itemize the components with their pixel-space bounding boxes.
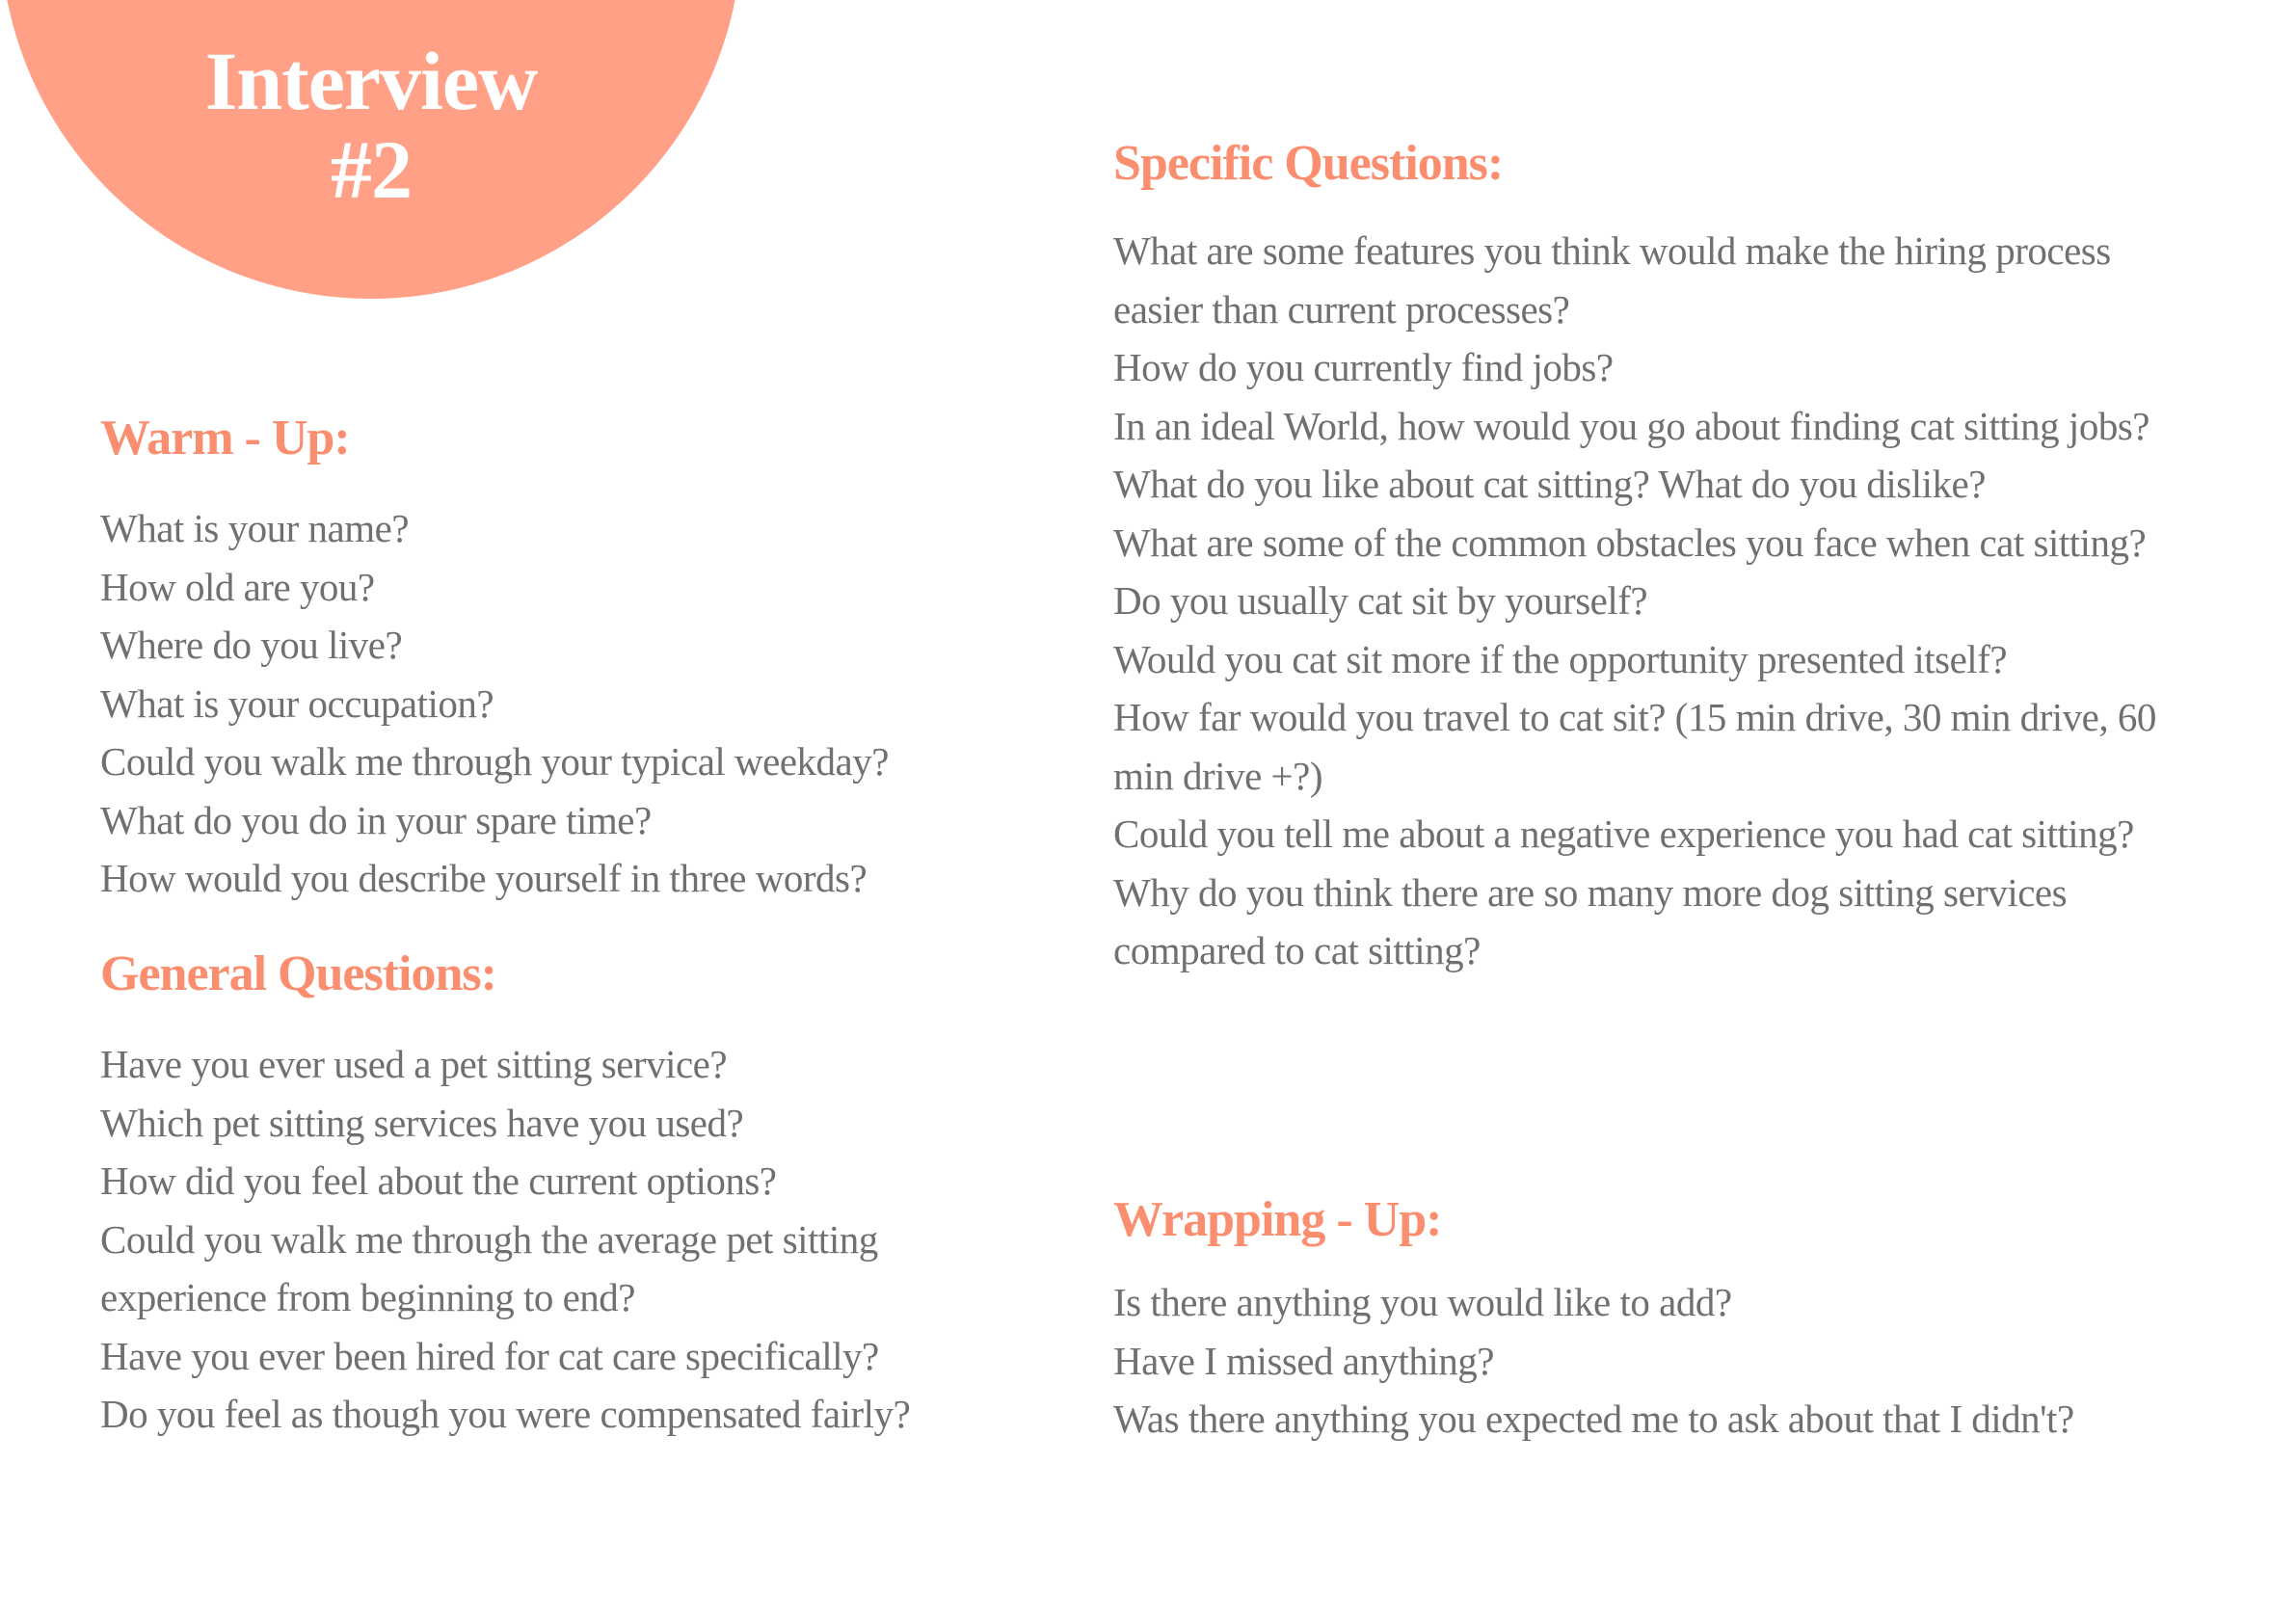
question-item: What is your occupation? — [100, 680, 494, 726]
question-item: Would you cat sit more if the opportunity presented itself? — [1113, 636, 2008, 681]
question-item: Which pet sitting services have you used? — [100, 1100, 744, 1145]
question-item: Where do you live? — [100, 623, 403, 667]
question-item: In an ideal World, how would you go about finding cat sitting jobs? — [1113, 403, 2149, 448]
question-item: Have you ever used a pet sitting service? — [100, 1042, 728, 1086]
wrapping-up-heading: Wrapping - Up: — [1113, 1192, 1442, 1247]
question-item: What are some features you think would make the hiring process easier than current processes? — [1113, 228, 2111, 332]
question-item: What is your name? — [100, 506, 410, 550]
title-line-1: Interview — [204, 35, 538, 127]
question-item: How old are you? — [100, 564, 375, 609]
specific-questions-list — [1113, 222, 2203, 980]
question-item: Could you tell me about a negative experience you had cat sitting? — [1113, 812, 2134, 856]
question-item: Could you walk me through the average pet sitting experience from beginning to end? — [100, 1216, 878, 1319]
question-item: Is there anything you would like to add? — [1113, 1280, 1732, 1324]
question-item: How did you feel about the current options? — [100, 1158, 777, 1203]
question-item: How do you currently find jobs? — [1113, 345, 1614, 389]
wrapping-up-questions — [1113, 1273, 2203, 1449]
title-line-2: #2 — [331, 123, 412, 216]
question-item: Was there anything you expected me to ask about that I didn't? — [1113, 1397, 2074, 1441]
question-item: What are some of the common obstacles you face when cat sitting? — [1113, 519, 2147, 565]
general-questions-list — [100, 1035, 987, 1444]
question-item: Have I missed anything? — [1113, 1338, 1494, 1383]
question-item: Could you walk me through your typical weekday? — [100, 739, 889, 784]
question-item: What do you like about cat sitting? What do you dislike? — [1113, 462, 1986, 506]
question-item: Do you usually cat sit by yourself? — [1113, 578, 1648, 623]
question-item: How far would you travel to cat sit? (15 min drive, 30 min drive, 60 min drive +?) — [1113, 695, 2156, 798]
warm-up-questions — [100, 499, 987, 908]
warm-up-heading: Warm - Up: — [100, 411, 350, 466]
question-item: Why do you think there are so many more dog sitting services compared to cat sitting? — [1113, 869, 2068, 972]
page-title — [0, 37, 742, 214]
question-item: Do you feel as though you were compensated fairly? — [100, 1392, 911, 1436]
specific-questions-heading: Specific Questions: — [1113, 136, 1504, 191]
question-item: Have you ever been hired for cat care specifically? — [100, 1333, 879, 1378]
general-questions-heading: General Questions: — [100, 946, 496, 1001]
question-item: How would you describe yourself in three words? — [100, 856, 868, 900]
question-item: What do you do in your spare time? — [100, 797, 652, 842]
